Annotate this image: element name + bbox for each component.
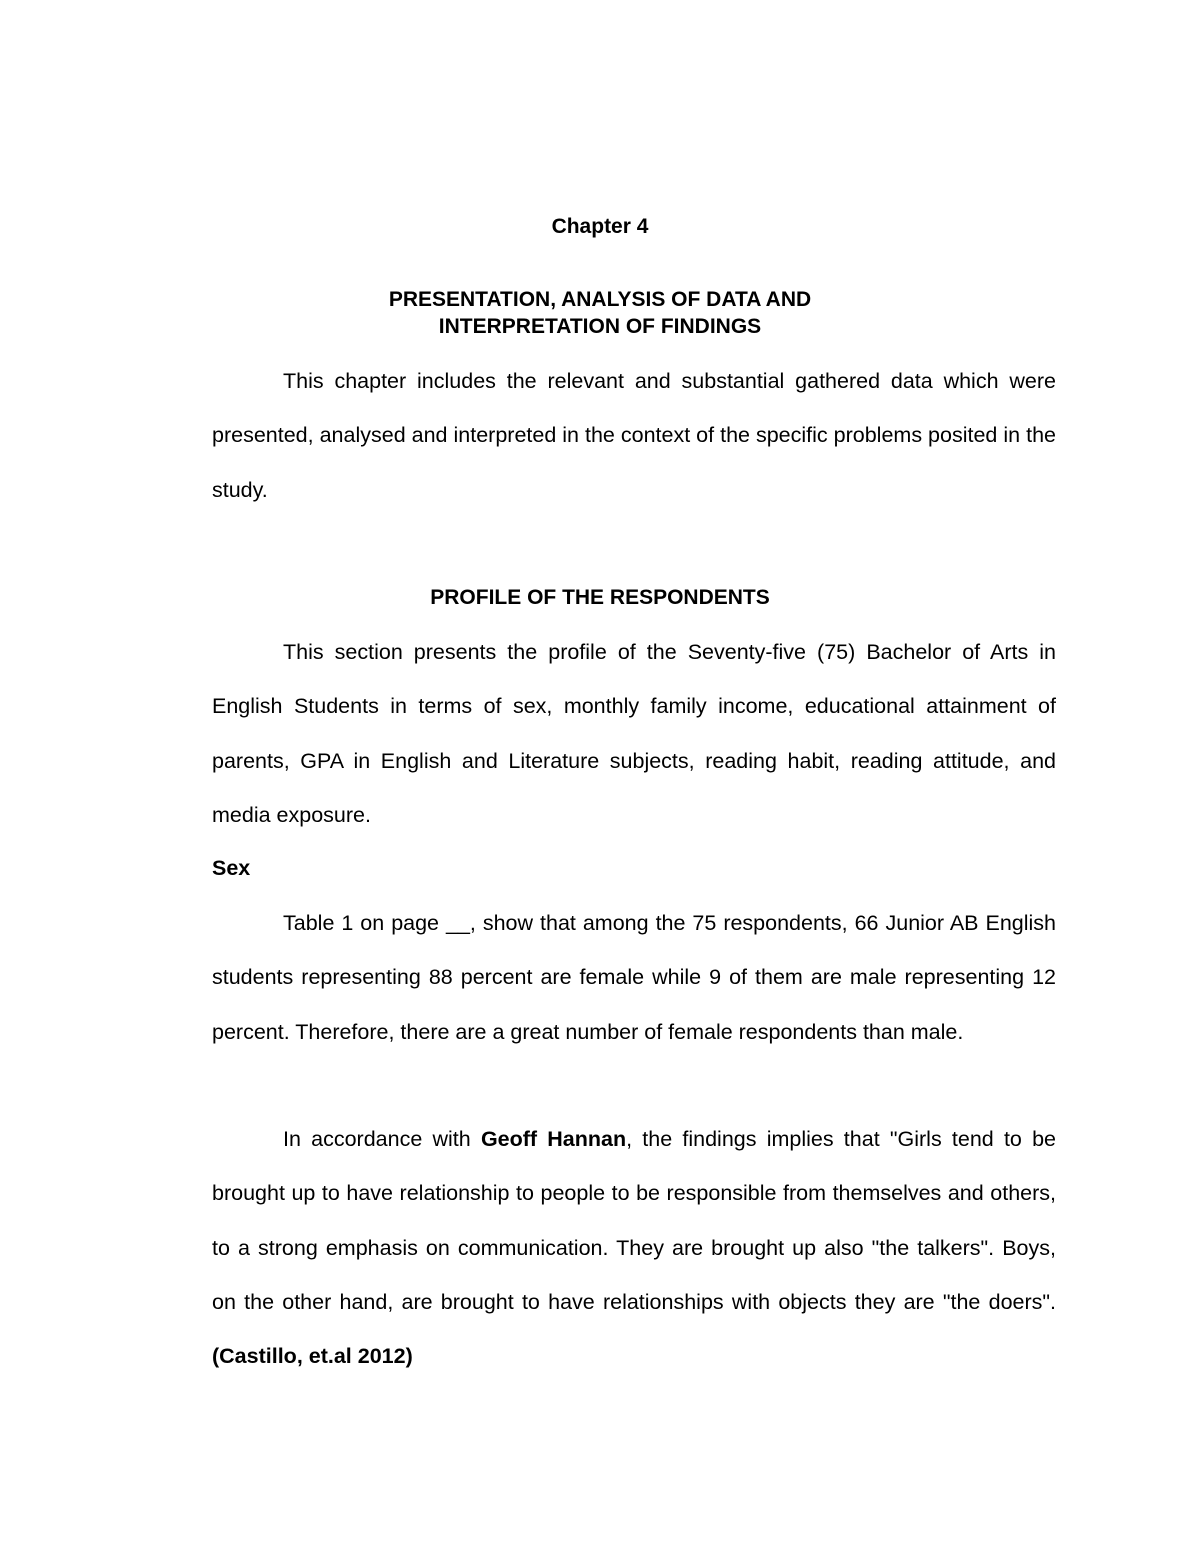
sex-paragraph-1: [212, 896, 1056, 1059]
chapter-title-line-2: INTERPRETATION OF FINDINGS: [438, 315, 762, 338]
profile-paragraph-text: This section presents the profile of the Seventy-five (75) Bachelor of Arts in English Students in terms of sex, monthly family income, educational attainment of parents, GPA in English and Literature subjects, reading habit, reading attitude, and media exposure.: [212, 640, 1056, 827]
chapter-title-line-1: PRESENTATION, ANALYSIS OF DATA AND: [388, 288, 812, 311]
intro-paragraph-text: This chapter includes the relevant and substantial gathered data which were presented, analysed and interpreted in the context of the specific problems posited in the study.: [212, 369, 1056, 502]
sex-paragraph-2: [212, 1112, 1056, 1383]
intro-paragraph: [212, 354, 1056, 517]
sex-paragraph-2-lead: In accordance with: [283, 1127, 481, 1151]
author-name: Geoff Hannan: [480, 1127, 627, 1151]
section-heading-sex: Sex: [212, 856, 251, 880]
sex-paragraph-1-text: Table 1 on page __, show that among the 75 respondents, 66 Junior AB English students representing 88 percent are female while 9 of them are male representing 12 percent. Therefore, there are a great number of female respondents than male.: [212, 911, 1056, 1044]
profile-paragraph: [212, 625, 1056, 842]
chapter-label: Chapter 4: [551, 215, 649, 238]
sex-paragraph-2-body: , the findings implies that "Girls tend to be brought up to have relationship to people to be responsible from themselves and others, to a strong emphasis on communication. They are brought up also "the talkers". Boys, on the other hand, are brought to have relationships with objects they are "the doers".: [212, 1127, 1056, 1314]
citation: (Castillo, et.al 2012): [212, 1344, 413, 1369]
section-heading-profile: PROFILE OF THE RESPONDENTS: [430, 586, 770, 609]
